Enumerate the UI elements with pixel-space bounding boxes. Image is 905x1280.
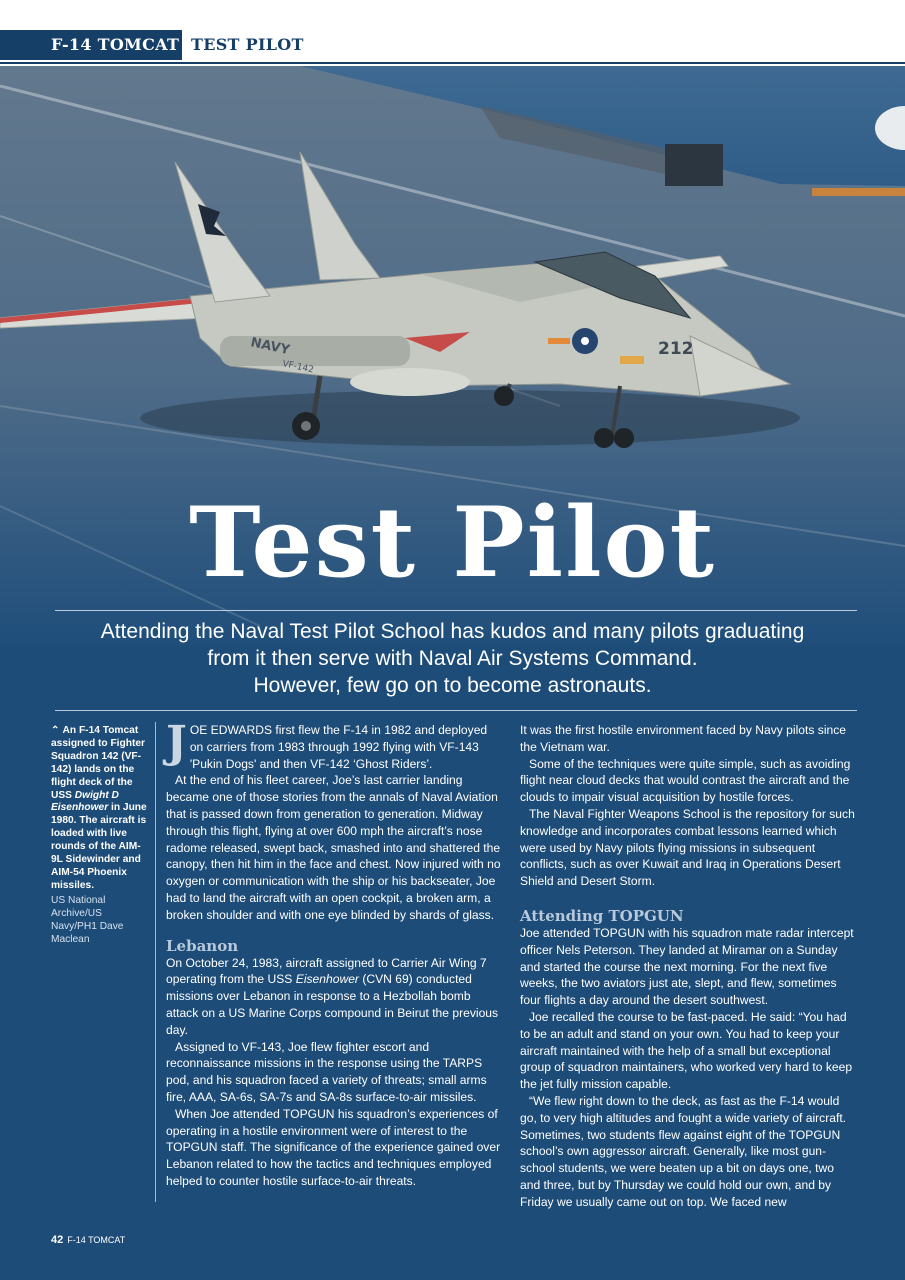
subhead-topgun: Attending TOPGUN (520, 906, 684, 925)
header-rule (0, 62, 905, 64)
magazine-tag: F-14 TOMCAT (0, 30, 182, 60)
paragraph: Joe recalled the course to be fast-paced. He said: “You had to be an adult and stand on your own. You had to keep your aircraft maintained with the help of a small but exceptional group of squadron maintainers, who worked very hard to keep the jet fully mission capable. (520, 1009, 853, 1092)
paragraph-text: On October 24, 1983, aircraft assigned to Carrier Air Wing 7 operating from the USS (166, 955, 487, 987)
standfirst-line: Attending the Naval Test Pilot School has kudos and many pilots graduating (100, 620, 805, 643)
paragraph: At the end of his fleet career, Joe’s last carrier landing became one of those stories from the annals of Naval Aviation that is passed down from generation to generation. Midway through this flight, flying at over 600 mph the aircraft’s nose radome released, swept back, smashed into and shattered the canopy, then hit him in the face and chest. Now injured with no oxygen or communication with the ship or his backseater, Joe had to land the aircraft with an open cockpit, a broken arm, a broken shoulder and with one eye blinded by shards of glass. (166, 773, 501, 922)
intro-text: OE EDWARDS first flew the F-14 in 1982 and deployed on carriers from 1983 through 1992 flying with VF-143 'Pukin Dogs' and then VF-142 ‘Ghost Riders’. (189, 723, 488, 771)
headline: Test Pilot (189, 486, 716, 599)
standfirst-line: However, few go on to become astronauts. (253, 674, 652, 697)
modex-number: 212 (658, 339, 694, 359)
deck-equipment (665, 144, 723, 186)
drop-cap: J (166, 717, 187, 768)
paragraph: When Joe attended TOPGUN his squadron’s experiences of operating in a hostile environment were of interest to the TOPGUN staff. The significance of the experience gained over Lebanon related to how the tactics and techniques employed helped to counter hostile surface-to-air threats. (166, 1106, 501, 1188)
article-column-2 (520, 722, 856, 1211)
footer-magazine: F-14 TOMCAT (67, 1235, 126, 1245)
column-divider (155, 722, 156, 1202)
subhead-lebanon: Lebanon (166, 936, 239, 955)
paragraph: Joe attended TOPGUN with his squadron mate radar intercept officer Nels Peterson. They landed at Miramar on a Sunday and started the course the next morning. For the next five weeks, the two aviators just ate, slept, and flew, sometimes four flights a day around the desert southwest. (520, 925, 854, 1008)
deck-edge-marking (812, 188, 905, 196)
section-label: TEST PILOT (191, 35, 304, 54)
intro-paragraph (166, 717, 502, 772)
rule-bottom (55, 710, 857, 711)
page-footer (51, 1234, 125, 1246)
article-column-1 (166, 717, 502, 1190)
caption-text-after: in June 1980. The aircraft is loaded with live rounds of the AIM-9L Sidewinder and AIM-54 Phoenix missiles. (51, 802, 147, 891)
paragraph-text: (CVN 69) conducted missions over Lebanon in response to a Hezbollah bomb attack on a US Marine Corps compound in Beirut the previous day. (166, 972, 499, 1037)
standfirst (40, 618, 865, 699)
paragraph: “We flew right down to the deck, as fast as the F-14 would go, to very high altitudes and fought a wide variety of aircraft. Sometimes, two students flew against eight of the TOPGUN school’s own aggressor aircraft. Generally, like most gun-school students, we were beaten up a bit on days one, two and three, but by Thursday we could hold our own, and by Friday we usually came out on top. We faced new (520, 1093, 847, 1209)
rule-top (55, 610, 857, 611)
page-number: 42 (51, 1234, 64, 1246)
caption-text: An F-14 Tomcat assigned to Fighter Squadron 142 (VF-142) lands on the flight deck of the USS (51, 725, 145, 801)
caption-ship: Dwight D Eisenhower (51, 789, 119, 814)
paragraph: Assigned to VF-143, Joe flew fighter escort and reconnaissance missions in the response using the TARPS pod, and his squadron faced a variety of threats; small arms fire, AAA, SA-6s, SA-7s and SA-8s surface-to-air missiles. (166, 1039, 487, 1104)
caret-up-icon: ⌃ (51, 725, 60, 736)
ship-name: Eisenhower (295, 972, 359, 987)
spacer (520, 890, 856, 907)
photo-credit: US National Archive/US Navy/PH1 Dave Maclean (51, 894, 124, 945)
squadron-marking: VF-142 (281, 359, 315, 376)
photo-caption (51, 725, 147, 946)
tail-code: NAVY (249, 335, 291, 359)
paragraph: Some of the techniques were quite simple, such as avoiding flight near cloud decks that would contrast the aircraft and the clouds to impair visual acquisition by hostile forces. (520, 756, 851, 805)
standfirst-line: from it then serve with Naval Air Systems Command. (207, 647, 698, 670)
paragraph (166, 955, 502, 1039)
paragraph: The Naval Fighter Weapons School is the repository for such knowledge and incorporates combat lessons learned which were used by Navy pilots flying missions in subsequent conflicts, such as over Kuwait and Iraq in Operations Desert Shield and Desert Storm. (520, 806, 855, 889)
header-bar (0, 0, 905, 66)
paragraph: It was the first hostile environment faced by Navy pilots since the Vietnam war. (520, 723, 847, 754)
